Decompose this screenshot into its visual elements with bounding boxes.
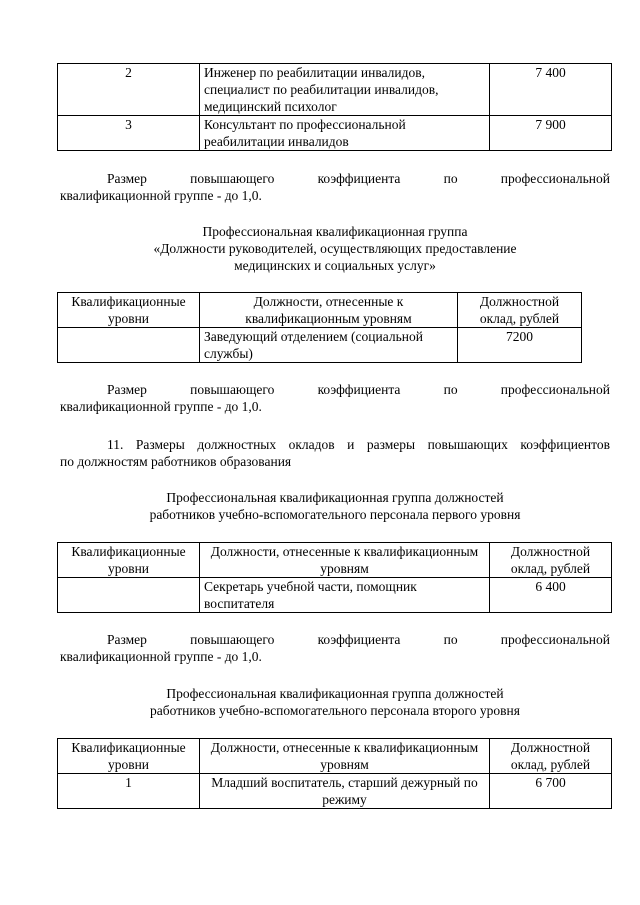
table-row [58,116,612,151]
salary-cell: 7 400 [490,64,612,116]
salary-cell: 7200 [458,328,582,363]
table-rehab-positions [57,63,612,151]
group-heading: Профессиональная квалификационная группа должностей работников учебно-вспомогательного персонала второго уровня [150,686,520,718]
header-cell: Квалификационные уровни [58,543,200,578]
coefficient-paragraph: Размер повышающего коэффициента по профессиональной квалификационной группе - до 1,0. [60,382,610,414]
level-cell [58,328,200,363]
header-cell: Должности, отнесенные к квалификационным уровням [200,543,490,578]
table-header-row [58,293,582,328]
table-row [58,578,612,613]
header-cell: Должностной оклад, рублей [458,293,582,328]
coefficient-paragraph: Размер повышающего коэффициента по профессиональной квалификационной группе - до 1,0. [60,632,610,664]
header-cell: Квалификационные уровни [58,739,200,774]
salary-cell: 6 400 [490,578,612,613]
table-support-staff-level-1 [57,542,612,613]
group-heading: Профессиональная квалификационная группа должностей работников учебно-вспомогательного персонала первого уровня [149,490,521,522]
salary-cell: 7 900 [490,116,612,151]
table-row [58,774,612,809]
header-cell: Должности, отнесенные к квалификационным уровням [200,739,490,774]
table-support-staff-level-2 [57,738,612,809]
header-cell: Квалификационные уровни [58,293,200,328]
group-heading: Профессиональная квалификационная группа «Должности руководителей, осуществляющих предоставление медицинских и социальных услуг» [153,224,517,273]
header-cell: Должностной оклад, рублей [490,739,612,774]
position-cell: Секретарь учебной части, помощник воспитателя [200,578,490,613]
table-managers [57,292,582,363]
level-cell: 1 [58,774,200,809]
level-cell: 2 [58,64,200,116]
level-cell [58,578,200,613]
header-cell: Должности, отнесенные к квалификационным уровням [200,293,458,328]
position-cell: Инженер по реабилитации инвалидов, специалист по реабилитации инвалидов, медицинский психолог [200,64,490,116]
position-cell: Младший воспитатель, старший дежурный по режиму [200,774,490,809]
table-header-row [58,543,612,578]
header-cell: Должностной оклад, рублей [490,543,612,578]
salary-cell: 6 700 [490,774,612,809]
position-cell: Заведующий отделением (социальной службы) [200,328,458,363]
table-row [58,64,612,116]
section-11-paragraph: 11. Размеры должностных окладов и размеры повышающих коэффициентов по должностям работников образования [60,437,610,469]
table-header-row [58,739,612,774]
table-row [58,328,582,363]
level-cell: 3 [58,116,200,151]
coefficient-paragraph: Размер повышающего коэффициента по профессиональной квалификационной группе - до 1,0. [60,171,610,203]
position-cell: Консультант по профессиональной реабилитации инвалидов [200,116,490,151]
